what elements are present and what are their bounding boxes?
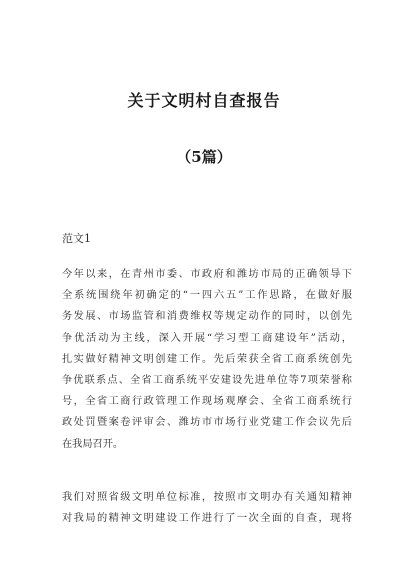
paragraph-line: 号，全省工商行政管理工作现场观摩会、全省工商系统行 bbox=[62, 396, 352, 408]
paragraph-line: 扎实做好精神文明创建工作。先后荣获全省工商系统创先 bbox=[62, 353, 352, 365]
paragraph-line: 全系统围绕年初确定的“一四六五”工作思路，在做好服 bbox=[62, 290, 352, 302]
paragraph-line: 我们对照省级文明单位标准，按照市文明办有关通知精神 bbox=[62, 492, 352, 503]
paragraph-line: 争优活动为主线，深入开展“学习型工商建设年”活动， bbox=[62, 332, 352, 344]
paragraph-line: 对我局的精神文明建设工作进行了一次全面的自查，现将 bbox=[62, 513, 352, 525]
paragraph-line: 今年以来，在青州市委、市政府和潍坊市局的正确领导下 bbox=[62, 269, 352, 280]
paragraph-1 bbox=[62, 264, 352, 455]
paragraph-2 bbox=[62, 487, 352, 529]
document-title: 关于文明村自查报告 bbox=[127, 91, 281, 110]
paragraph-line: 务发展、市场监管和消费维权等规定动作的同时，以创先 bbox=[62, 311, 352, 323]
paragraph-line: 政处罚暨案卷评审会、潍坊市市场行业党建工作会议先后 bbox=[62, 417, 352, 429]
section-label: 范文1 bbox=[62, 232, 91, 245]
paragraph-line: 在我局召开。 bbox=[62, 438, 124, 450]
document-subtitle: （5篇） bbox=[176, 148, 232, 166]
paragraph-line: 争优联系点、全省工商系统平安建设先进单位等7项荣誉称 bbox=[62, 375, 352, 387]
